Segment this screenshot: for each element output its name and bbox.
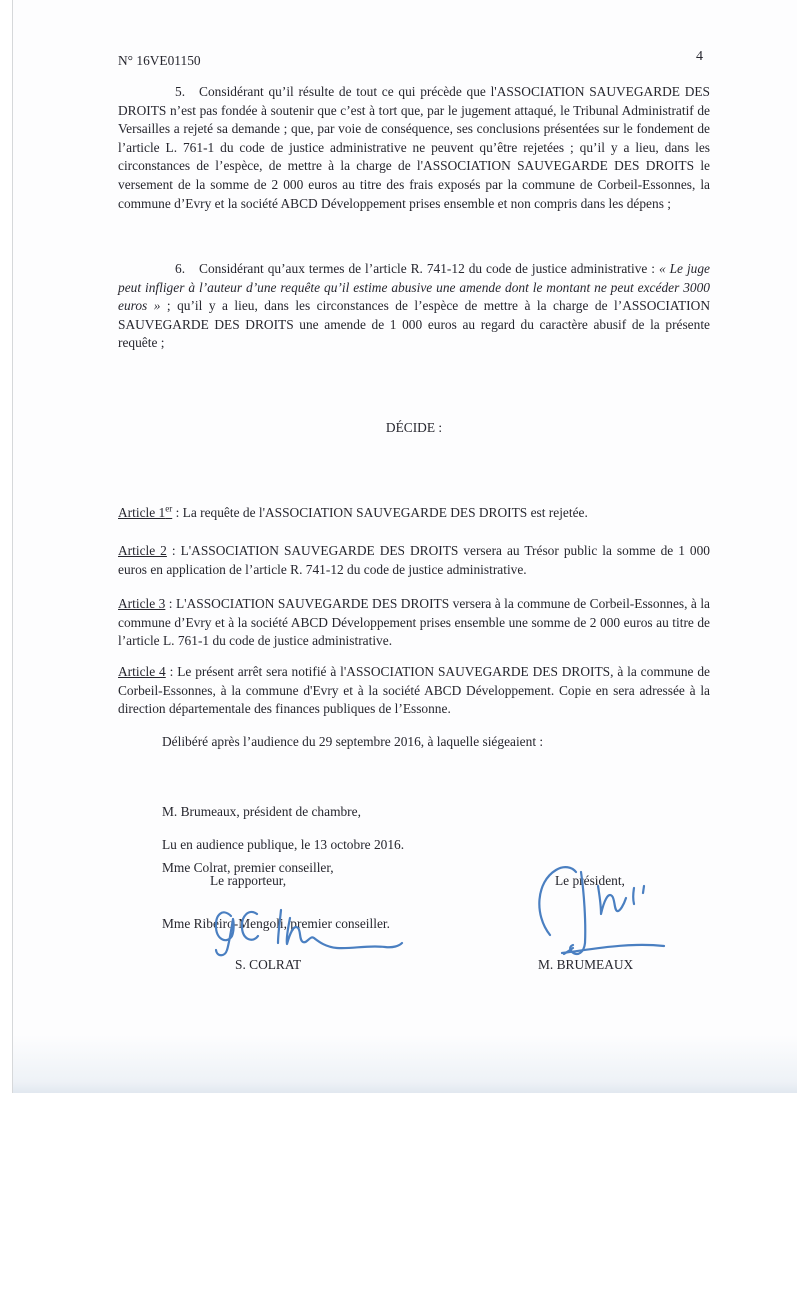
- paragraph-6-lead: Considérant qu’aux termes de l’article R. 741-12 du code de justice administrative :: [199, 261, 659, 276]
- president-role: Le président,: [555, 873, 625, 888]
- deliberation-intro: Délibéré après l’audience du 29 septembre 2016, à laquelle siégeaient :: [162, 734, 544, 749]
- member-ribeiro-mengoli: Mme Ribeiro-Mengoli, premier conseiller.: [162, 915, 390, 931]
- paragraph-6: [118, 260, 714, 353]
- paragraph-6-number: 6.: [175, 261, 186, 276]
- article-1-text: : La requête de l'ASSOCIATION SAUVEGARDE DES DROITS est rejetée.: [172, 505, 588, 520]
- paragraph-6-quote: « Le juge peut infliger à l’auteur d’une requête qu’il estime abusive une amende dont le montant ne peut excéder 3000 euros »: [118, 261, 714, 314]
- article-3-label: Article 3: [118, 596, 166, 611]
- article-1: [118, 504, 710, 523]
- article-3: [118, 595, 714, 651]
- article-3-text: : L'ASSOCIATION SAUVEGARDE DES DROITS versera à la commune de Corbeil-Essonnes, à la commune d’Evry et à la société ABCD Développement prises ensemble une somme de 2 000 euros au titre de l’article L. 761-1 du code de justice administrative.: [118, 596, 714, 649]
- president-name: M. BRUMEAUX: [538, 957, 634, 972]
- paragraph-5: [118, 83, 714, 213]
- article-4: [118, 663, 714, 719]
- article-1-label-text: Article 1: [118, 505, 166, 520]
- member-brumeaux: M. Brumeaux, président de chambre,: [162, 804, 361, 820]
- article-4-text: : Le présent arrêt sera notifié à l'ASSOCIATION SAUVEGARDE DES DROITS, à la commune de Corbeil-Essonnes, à la commune d'Evry et à la société ABCD Développement. Copie en sera adressée à la direction départementale des finances publiques de l’Essonne.: [118, 664, 714, 717]
- decide-heading: DÉCIDE :: [385, 420, 443, 435]
- article-4-label: Article 4: [118, 664, 166, 679]
- page-number: 4: [696, 49, 703, 64]
- rapporteur-role: Le rapporteur,: [210, 873, 287, 888]
- member-colrat: Mme Colrat, premier conseiller,: [162, 859, 334, 875]
- article-2: [118, 542, 714, 579]
- public-reading-line: Lu en audience publique, le 13 octobre 2016.: [162, 837, 405, 852]
- paragraph-5-text: Considérant qu’il résulte de tout ce qui précède que l'ASSOCIATION SAUVEGARDE DES DROITS n’est pas fondée à soutenir que c’est à tort que, par le jugement attaqué, le Tribunal Administratif de Versailles a rejeté sa demande ; que, par voie de conséquence, ses conclusions présentées sur le fondement de l’article L. 761-1 du code de justice administrative ne peuvent qu’être rejetées ; qu’il y a lieu, dans les circonstances de l’espèce, de mettre à la charge de l'ASSOCIATION SAUVEGARDE DES DROITS le versement de la somme de 2 000 euros au titre des frais exposés par la commune de Corbeil-Essonnes, la commune d’Evry et la société ABCD Développement prises ensemble et non compris dans les dépens ;: [118, 84, 714, 211]
- paragraph-5-number: 5.: [175, 84, 186, 99]
- article-2-label: Article 2: [118, 543, 167, 558]
- article-1-label: [118, 505, 172, 520]
- rapporteur-name: S. COLRAT: [235, 957, 302, 972]
- doc-number: N° 16VE01150: [118, 53, 201, 68]
- brumeaux-signature: [526, 860, 676, 965]
- paragraph-6-rest: ; qu’il y a lieu, dans les circonstances de l’espèce de mettre à la charge de l’ASSOCIATION SAUVEGARDE DES DROITS une amende de 1 000 euros au regard du caractère abusif de la présente requête ;: [118, 298, 714, 351]
- article-1-label-sup: er: [165, 503, 173, 514]
- scan-bottom-shadow: [13, 1035, 797, 1093]
- article-2-text: : L'ASSOCIATION SAUVEGARDE DES DROITS versera au Trésor public la somme de 1 000 euros en application de l’article R. 741-12 du code de justice administrative.: [118, 543, 714, 577]
